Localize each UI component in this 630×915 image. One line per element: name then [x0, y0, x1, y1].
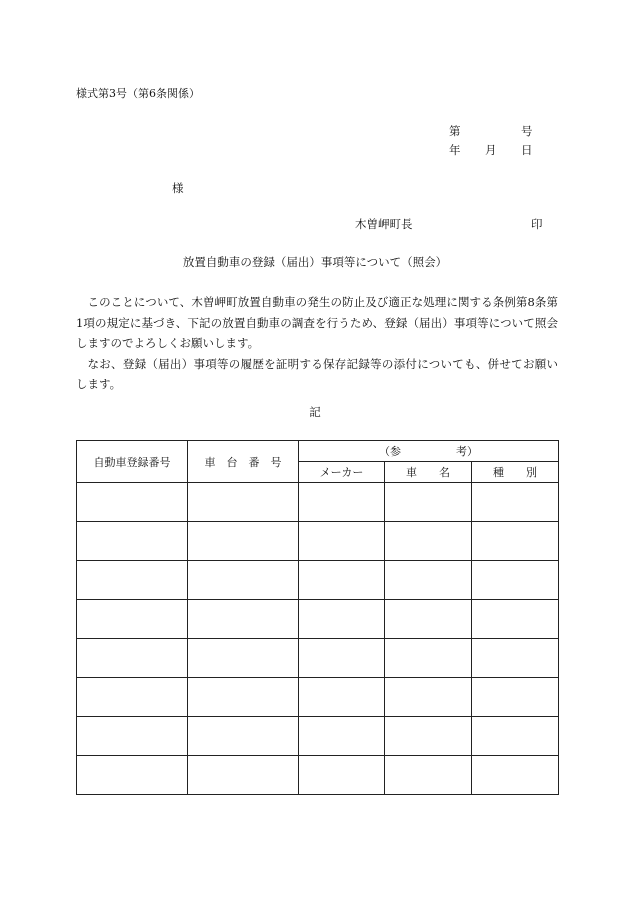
table-cell[interactable] [299, 600, 385, 639]
table-cell[interactable] [77, 678, 188, 717]
table-cell[interactable] [77, 522, 188, 561]
table-cell[interactable] [385, 522, 472, 561]
table-cell[interactable] [385, 561, 472, 600]
table-cell[interactable] [188, 678, 299, 717]
table-row [77, 717, 559, 756]
table-cell[interactable] [77, 639, 188, 678]
table-row [77, 639, 559, 678]
table-cell[interactable] [385, 717, 472, 756]
table-cell[interactable] [77, 717, 188, 756]
table-row [77, 483, 559, 522]
table-row [77, 678, 559, 717]
doc-number-prefix: 第 [449, 124, 461, 138]
table-cell[interactable] [299, 639, 385, 678]
table-cell[interactable] [299, 561, 385, 600]
table-cell[interactable] [77, 561, 188, 600]
table-row [77, 600, 559, 639]
table-cell[interactable] [188, 756, 299, 795]
table-row [77, 756, 559, 795]
table-cell[interactable] [472, 522, 559, 561]
vehicle-inquiry-table [76, 440, 559, 795]
header-reference-group: （参 考） [299, 441, 559, 462]
header-registration-number: 自動車登録番号 [77, 441, 188, 483]
table-cell[interactable] [299, 483, 385, 522]
date-year-label: 年 [449, 143, 461, 157]
table-cell[interactable] [472, 600, 559, 639]
table-cell[interactable] [385, 639, 472, 678]
table-cell[interactable] [77, 483, 188, 522]
document-subject: 放置自動車の登録（届出）事項等について（照会） [182, 255, 448, 269]
body-paragraph: なお、登録（届出）事項等の履歴を証明する保存記録等の添付についても、併せてお願いします。 [76, 356, 558, 391]
ki-heading: 記 [309, 405, 321, 419]
header-type: 種 別 [472, 462, 559, 483]
table-cell[interactable] [472, 678, 559, 717]
table-cell[interactable] [77, 756, 188, 795]
table-cell[interactable] [188, 522, 299, 561]
body-text [76, 292, 558, 395]
seal-mark: 印 [531, 217, 543, 231]
date-month-label: 月 [485, 143, 497, 157]
date-day-label: 日 [521, 143, 533, 157]
table-cell[interactable] [472, 483, 559, 522]
table-cell[interactable] [385, 678, 472, 717]
issuer-name: 木曽岬町長 [355, 217, 413, 231]
table-cell[interactable] [385, 600, 472, 639]
table-cell[interactable] [472, 561, 559, 600]
header-maker: メーカー [299, 462, 385, 483]
table-cell[interactable] [472, 756, 559, 795]
table-cell[interactable] [299, 678, 385, 717]
table-row [77, 522, 559, 561]
table-cell[interactable] [385, 483, 472, 522]
table-cell[interactable] [299, 522, 385, 561]
doc-number-suffix: 号 [521, 124, 533, 138]
table-cell[interactable] [188, 717, 299, 756]
table-cell[interactable] [472, 717, 559, 756]
table-cell[interactable] [385, 756, 472, 795]
header-model-name: 車 名 [385, 462, 472, 483]
addressee-honorific: 様 [172, 181, 184, 195]
table-cell[interactable] [188, 483, 299, 522]
table-cell[interactable] [299, 756, 385, 795]
form-number: 様式第3号（第6条関係） [76, 87, 200, 100]
table-cell[interactable] [188, 600, 299, 639]
table-cell[interactable] [299, 717, 385, 756]
header-chassis-number: 車 台 番 号 [188, 441, 299, 483]
body-paragraph: このことについて、木曽岬町放置自動車の発生の防止及び適正な処理に関する条例第8条第1項の規定に基づき、下記の放置自動車の調査を行うため、登録（届出）事項等について照会しますのでよろしくお願いします。 [76, 295, 558, 350]
table-row [77, 561, 559, 600]
table-cell[interactable] [188, 561, 299, 600]
table-cell[interactable] [472, 639, 559, 678]
table-cell[interactable] [77, 600, 188, 639]
table-cell[interactable] [188, 639, 299, 678]
